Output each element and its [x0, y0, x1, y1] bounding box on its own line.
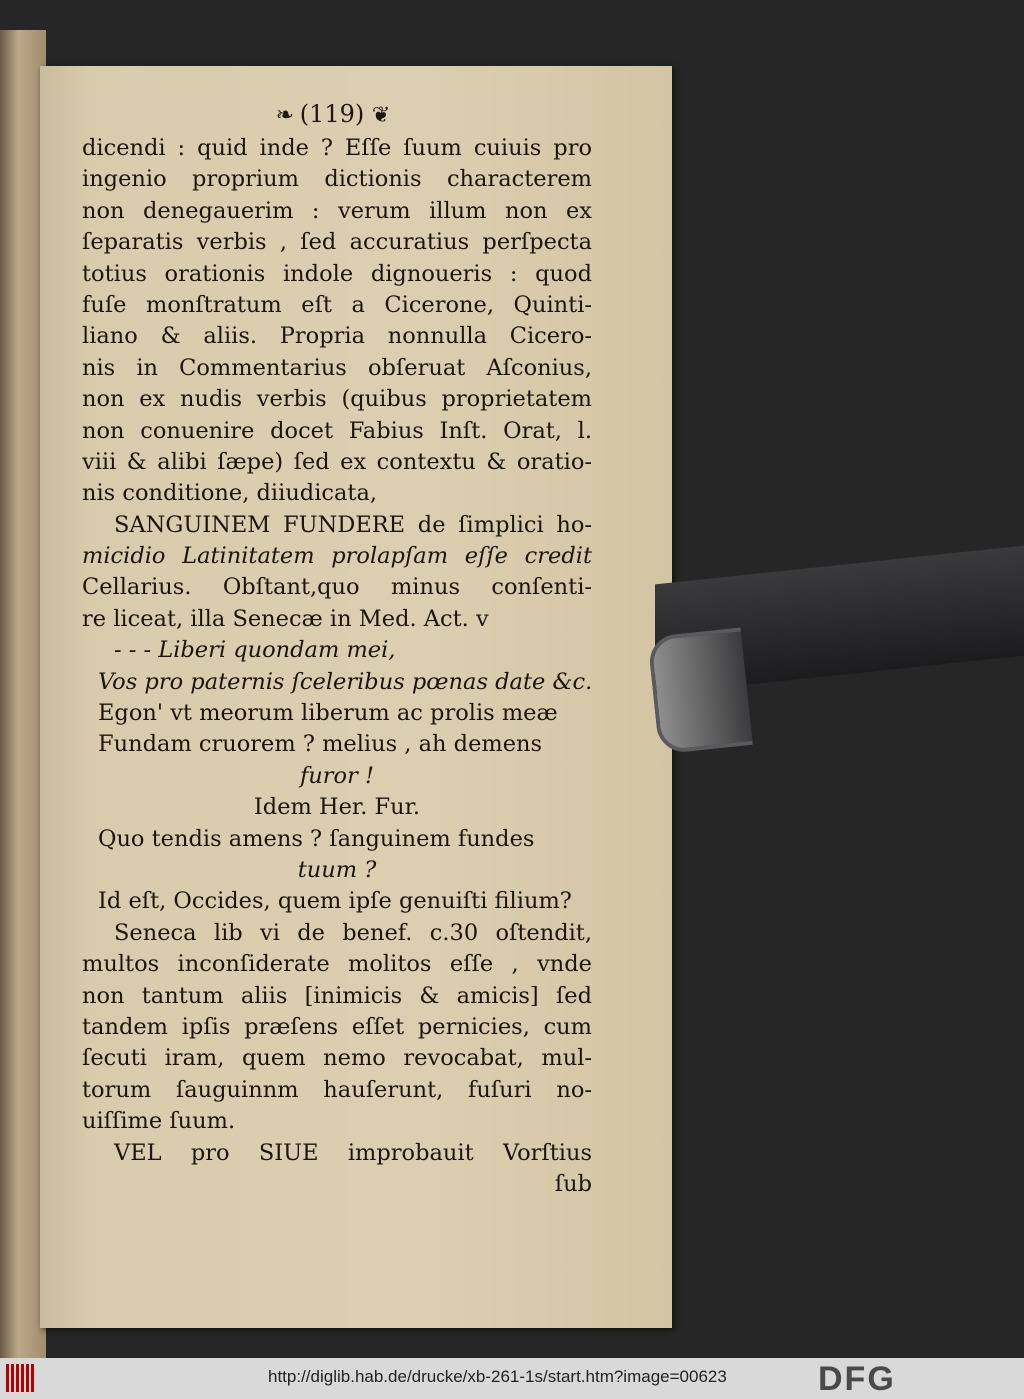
viewer-footer: [0, 1358, 1024, 1399]
dfg-logo: DFG: [818, 1360, 896, 1398]
text-line: fuſe monſtratum eſt a Cicerone, Quinti-: [82, 291, 592, 318]
text-line: re liceat, illa Senecæ in Med. Act. v: [82, 605, 489, 632]
text-line: ſeparatis verbis , ſed accuratius perſpecta: [82, 229, 592, 256]
text-line: totius orationis indole dignoueris : quod: [82, 260, 592, 287]
ornament-left-icon: ❧: [275, 103, 293, 128]
text-line: ſub: [554, 1170, 592, 1197]
text-line: multos inconſiderate molitos eſſe , vnde: [82, 951, 592, 978]
text-line: torum ſauguinnm hauſerunt, fuſuri no-: [82, 1076, 592, 1103]
text-line: Id eſt, Occides, quem ipſe genuiſti filium?: [98, 888, 572, 915]
bookmark-clip: [647, 627, 753, 754]
text-line: uiſſime ſuum.: [82, 1108, 236, 1135]
text-line: ingenio proprium dictionis characterem: [82, 166, 592, 193]
text-line: Cellarius. Obſtant,quo minus conſenti-: [82, 574, 592, 601]
text-line: non conuenire docet Fabius Inſt. Orat, l.: [82, 417, 592, 444]
ornament-right-icon: ❦: [371, 103, 389, 128]
text-line: dicendi : quid inde ? Eſſe ſuum cuiuis pro: [82, 135, 592, 161]
page-number: (119): [299, 100, 365, 128]
page-header: [232, 100, 432, 134]
text-line: Quo tendis amens ? ſanguinem fundes: [98, 825, 535, 852]
text-line: Seneca lib vi de benef. c.30 oſtendit,: [114, 919, 592, 946]
library-logo-icon: [6, 1364, 38, 1392]
text-line: tuum ?: [297, 856, 377, 883]
text-line: furor !: [299, 762, 375, 789]
text-line: Egon' vt meorum liberum ac prolis meæ: [98, 700, 558, 727]
text-line: Vos pro paternis ſceleribus pœnas date &c.: [98, 668, 593, 695]
text-line: non denegauerim : verum illum non ex: [82, 197, 592, 224]
text-line: nis in Commentarius obſeruat Aſconius,: [82, 354, 592, 381]
text-line: liano & aliis. Propria nonnulla Cicero-: [82, 323, 592, 350]
text-line: non tantum aliis [inimicis & amicis] ſed: [82, 982, 592, 1009]
text-line: tandem ipſis præſens eſſet pernicies, cum: [82, 1013, 592, 1040]
text-line: SANGUINEM FUNDERE de ſimplici ho-: [114, 511, 592, 538]
facing-page-fragments: [0, 65, 44, 1365]
text-line: viii & alibi ſæpe) ſed ex contextu & oratio-: [82, 448, 592, 475]
source-url[interactable]: http://diglib.hab.de/drucke/xb-261-1s/start.htm?image=00623: [268, 1367, 727, 1386]
text-line: VEL pro SIUE improbauit Vorſtius: [114, 1139, 592, 1166]
text-line: micidio Latinitatem prolapſam eſſe credit: [82, 543, 592, 570]
text-line: nis conditione, diiudicata,: [82, 480, 378, 507]
text-line: - - - Liberi quondam mei,: [114, 637, 396, 664]
text-line: non ex nudis verbis (quibus proprietatem: [82, 386, 592, 413]
text-line: Fundam cruorem ? melius , ah demens: [98, 731, 543, 758]
text-line: Idem Her. Fur.: [253, 794, 421, 821]
text-line: ſecuti iram, quem nemo revocabat, mul-: [82, 1045, 592, 1072]
page-text: [82, 133, 592, 1200]
